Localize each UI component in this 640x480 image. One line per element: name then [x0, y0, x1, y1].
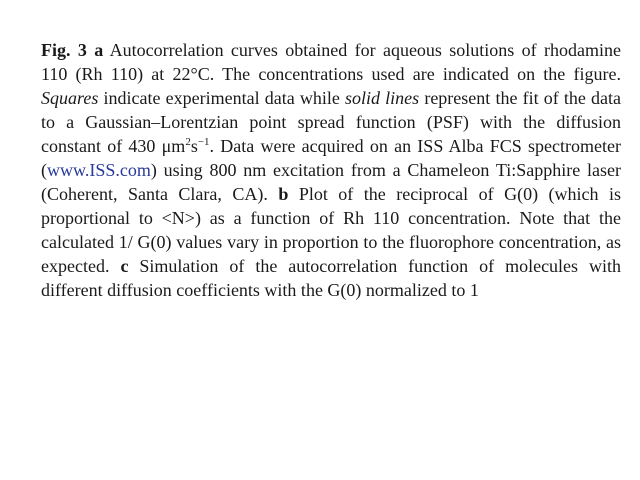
part-a-label: a [94, 40, 104, 60]
caption-text-b: Plot of the reciprocal of G(0) (which is proportional to <N>) as a function of Rh 110 concentration. Note that the calculated 1/ G(0) values vary in proportion to the fluorophore concentration, as expected. [41, 184, 621, 276]
figure-label: Fig. 3 [41, 40, 87, 60]
caption-text-a3: represent the fit of the data to a Gaussian–Lorentzian point spread function (PSF) with the diffusion constant of 430 μm [41, 88, 621, 156]
part-b-label: b [278, 184, 289, 204]
superscript-2: 2 [185, 136, 191, 148]
caption-text-a4: . Data were acquired on an ISS Alba FCS spectrometer ( [41, 136, 621, 180]
solid-lines-term: solid lines [345, 88, 420, 108]
superscript-minus-1: −1 [197, 136, 210, 148]
caption-text-a2: indicate experimental data while [103, 88, 340, 108]
squares-term: Squares [41, 88, 99, 108]
part-c-label: c [120, 256, 129, 276]
caption-text-a1: Autocorrelation curves obtained for aqueous solutions of rhodamine 110 (Rh 110) at 22°C. The concentrations used are indicated on the figure. [41, 40, 622, 84]
caption-text-a5: ) using 800 nm excitation from a Chameleon Ti:Sapphire laser (Coherent, Santa Clara, CA). [41, 160, 621, 204]
unit-s: s [190, 136, 198, 156]
iss-link[interactable]: www.ISS.com [47, 160, 151, 180]
figure-caption [41, 38, 621, 302]
caption-text-c: Simulation of the autocorrelation function of molecules with different diffusion coefficients with the G(0) normalized to 1 [41, 256, 622, 300]
